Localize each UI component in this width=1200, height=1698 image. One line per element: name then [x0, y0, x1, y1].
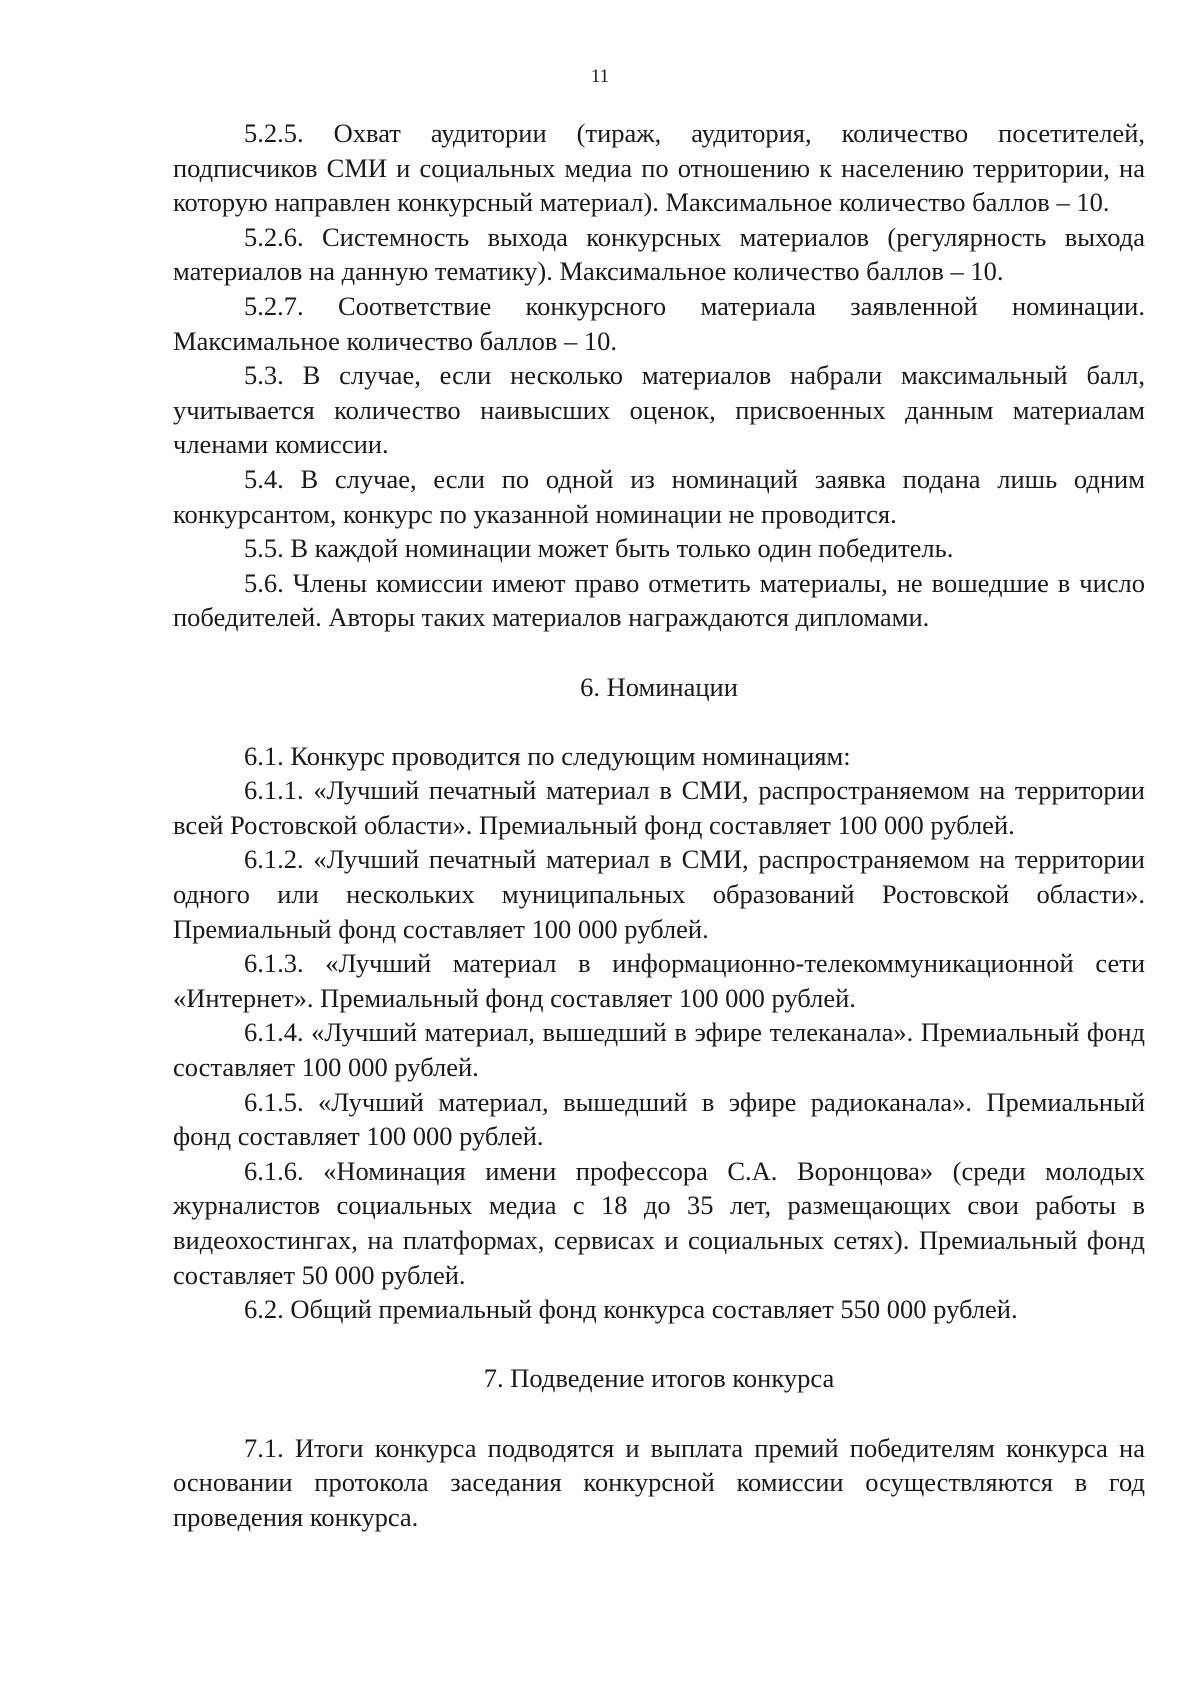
section-heading-results: 7. Подведение итогов конкурса: [483, 1363, 835, 1394]
paragraph-6-1-6: 6.1.6. «Номинация имени профессора С.А. Воронцова» (среди молодых журналистов социальных медиа с 18 до 35 лет, размещающих свои работы в видеохостингах, на платформах, сервисах и социальных сетях). Премиальный фонд составляет 50 000 рублей.: [173, 1155, 1145, 1290]
paragraph-5-5: 5.5. В каждой номинации может быть только один победитель.: [244, 533, 954, 564]
paragraph-6-2: 6.2. Общий премиальный фонд конкурса составляет 550 000 рублей.: [244, 1294, 1018, 1325]
spacer: [173, 1396, 1145, 1431]
document-body: [173, 116, 1145, 1534]
paragraph-5-3: 5.3. В случае, если несколько материалов набрали максимальный балл, учитывается количество наивысших оценок, присвоенных данным материалам членами комиссии.: [173, 360, 1145, 460]
page-number: 11: [590, 66, 610, 87]
paragraph-5-6: 5.6. Члены комиссии имеют право отметить материалы, не вошедшие в число победителей. Авторы таких материалов награждаются дипломами.: [173, 567, 1145, 633]
paragraph-6-1-2: 6.1.2. «Лучший печатный материал в СМИ, распространяемом на территории одного или нескольких муниципальных образований Ростовской области». Премиальный фонд составляет 100 000 рублей.: [173, 844, 1145, 944]
paragraph-5-4: 5.4. В случае, если по одной из номинаций заявка подана лишь одним конкурсантом, конкурс по указанной номинации не проводится.: [173, 463, 1145, 529]
paragraph-6-1-4: 6.1.4. «Лучший материал, вышедший в эфире телеканала». Премиальный фонд составляет 100 000 рублей.: [173, 1017, 1145, 1083]
paragraph-6-1-5: 6.1.5. «Лучший материал, вышедший в эфире радиоканала». Премиальный фонд составляет 100 000 рублей.: [173, 1086, 1145, 1152]
paragraph-5-2-5: 5.2.5. Охват аудитории (тираж, аудитория, количество посетителей, подписчиков СМИ и социальных медиа по отношению к населению территории, на которую направлен конкурсный материал). Максимальное количество баллов – 10.: [173, 118, 1145, 218]
paragraph-5-2-7: 5.2.7. Соответствие конкурсного материала заявленной номинации. Максимальное количество баллов – 10.: [173, 290, 1145, 356]
paragraph-6-1: 6.1. Конкурс проводится по следующим номинациям:: [244, 740, 851, 771]
paragraph-6-1-1: 6.1.1. «Лучший печатный материал в СМИ, распространяемом на территории всей Ростовской области». Премиальный фонд составляет 100 000 рублей.: [173, 775, 1145, 840]
paragraph-6-1-3: 6.1.3. «Лучший материал в информационно-телекоммуникационной сети «Интернет». Премиальный фонд составляет 100 000 рублей.: [173, 948, 1145, 1013]
paragraph-5-2-6: 5.2.6. Системность выхода конкурсных материалов (регулярность выхода материалов на данную тематику). Максимальное количество баллов – 10.: [173, 221, 1145, 287]
spacer: [173, 1327, 1145, 1362]
spacer: [173, 704, 1145, 739]
spacer: [173, 635, 1145, 670]
section-heading-nominations: 6. Номинации: [580, 671, 738, 702]
paragraph-7-1: 7.1. Итоги конкурса подводятся и выплата премий победителям конкурса на основании протокола заседания конкурсной комиссии осуществляются в год проведения конкурса.: [173, 1432, 1145, 1532]
